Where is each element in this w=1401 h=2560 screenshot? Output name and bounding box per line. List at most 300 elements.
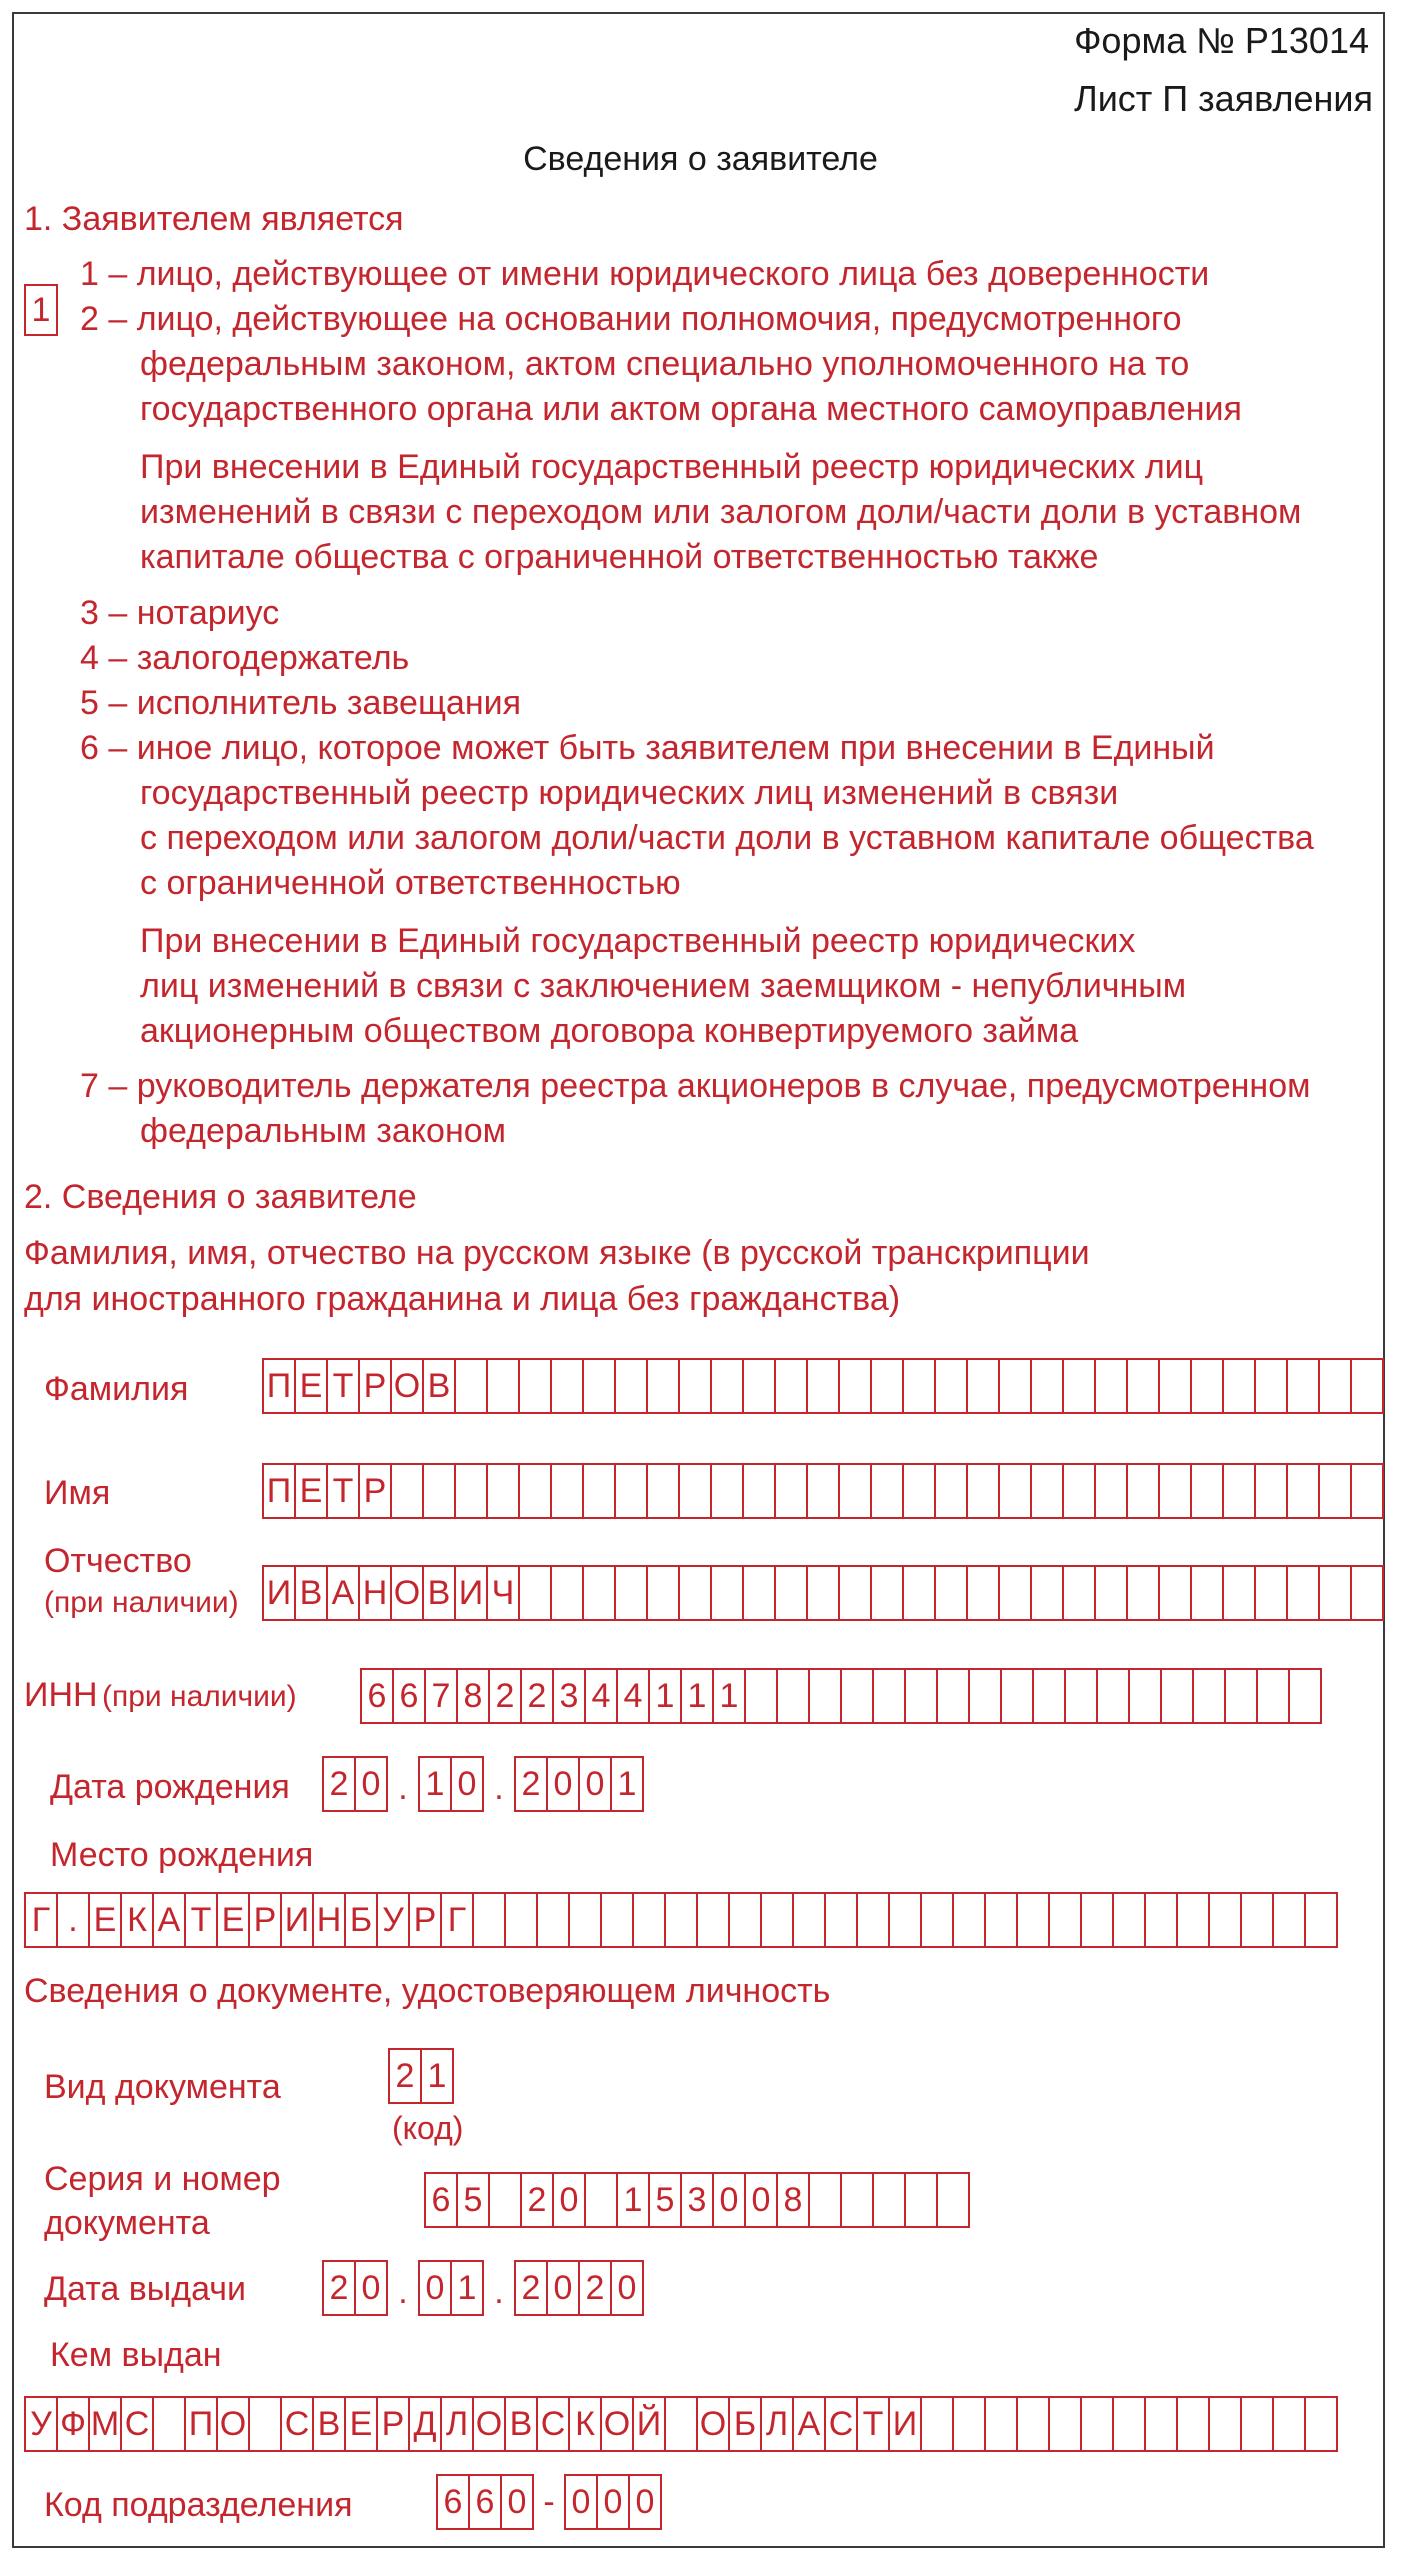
- char-cell[interactable]: П: [262, 1463, 296, 1519]
- char-cell[interactable]: [872, 1668, 906, 1724]
- char-cell[interactable]: [1112, 2396, 1146, 2452]
- char-cell[interactable]: [934, 1463, 968, 1519]
- char-cell[interactable]: [1016, 1892, 1050, 1948]
- char-cell[interactable]: [1030, 1463, 1064, 1519]
- char-cell[interactable]: [888, 1892, 922, 1948]
- char-cell[interactable]: [550, 1565, 584, 1621]
- char-cell[interactable]: 8: [456, 1668, 490, 1724]
- char-cell[interactable]: [870, 1463, 904, 1519]
- char-cell[interactable]: [1222, 1463, 1256, 1519]
- char-cell[interactable]: О: [696, 2396, 730, 2452]
- char-cell[interactable]: О: [600, 2396, 634, 2452]
- char-cell[interactable]: [1158, 1358, 1192, 1414]
- char-cell[interactable]: 2: [514, 2260, 548, 2316]
- char-cell[interactable]: 2: [578, 2260, 612, 2316]
- char-cell[interactable]: [678, 1463, 712, 1519]
- char-cell[interactable]: В: [312, 2396, 346, 2452]
- char-cell[interactable]: [870, 1358, 904, 1414]
- char-cell[interactable]: И: [262, 1565, 296, 1621]
- char-cell[interactable]: [856, 1892, 890, 1948]
- char-cell[interactable]: [614, 1358, 648, 1414]
- char-cell[interactable]: [774, 1358, 808, 1414]
- char-cell[interactable]: [504, 1892, 538, 1948]
- char-cell[interactable]: А: [792, 2396, 826, 2452]
- char-cell[interactable]: Г: [440, 1892, 474, 1948]
- issued-by-label: Кем выдан: [50, 2336, 222, 2374]
- char-cell[interactable]: 0: [354, 2260, 388, 2316]
- char-cell[interactable]: О: [390, 1565, 424, 1621]
- char-cell[interactable]: [1176, 2396, 1210, 2452]
- char-cell[interactable]: В: [422, 1358, 456, 1414]
- char-cell[interactable]: 6: [424, 2172, 458, 2228]
- char-cell[interactable]: [1192, 1668, 1226, 1724]
- char-cell[interactable]: [1048, 1892, 1082, 1948]
- char-cell[interactable]: [584, 2172, 618, 2228]
- char-cell[interactable]: [808, 1668, 842, 1724]
- patronymic-boxes[interactable]: [262, 1565, 1384, 1621]
- char-cell[interactable]: [614, 1565, 648, 1621]
- char-cell[interactable]: [710, 1463, 744, 1519]
- option-5: 5 – исполнитель завещания: [80, 684, 522, 722]
- issue-day[interactable]: [322, 2260, 388, 2316]
- char-cell[interactable]: [998, 1565, 1032, 1621]
- char-cell[interactable]: [1128, 1668, 1162, 1724]
- char-cell[interactable]: [1318, 1358, 1352, 1414]
- char-cell[interactable]: [1254, 1358, 1288, 1414]
- char-cell[interactable]: 0: [564, 2474, 598, 2530]
- section2-heading: 2. Сведения о заявителе: [24, 1178, 417, 1216]
- char-cell[interactable]: [518, 1463, 552, 1519]
- char-cell[interactable]: Ф: [56, 2396, 90, 2452]
- char-cell[interactable]: Т: [326, 1463, 360, 1519]
- char-cell[interactable]: Т: [856, 2396, 890, 2452]
- char-cell[interactable]: [902, 1565, 936, 1621]
- char-cell[interactable]: 0: [744, 2172, 778, 2228]
- surname-label: Фамилия: [44, 1370, 189, 1408]
- char-cell[interactable]: [760, 1892, 794, 1948]
- char-cell[interactable]: [248, 2396, 282, 2452]
- doc-type-boxes[interactable]: [388, 2048, 454, 2104]
- char-cell[interactable]: 0: [418, 2260, 452, 2316]
- char-cell[interactable]: [1288, 1668, 1322, 1724]
- char-cell[interactable]: С: [120, 2396, 154, 2452]
- char-cell[interactable]: У: [376, 1892, 410, 1948]
- char-cell[interactable]: [920, 1892, 954, 1948]
- char-cell[interactable]: 3: [680, 2172, 714, 2228]
- char-cell[interactable]: [1286, 1358, 1320, 1414]
- series-number-boxes[interactable]: [424, 2172, 970, 2228]
- char-cell[interactable]: [1304, 2396, 1338, 2452]
- char-cell[interactable]: [696, 1892, 730, 1948]
- char-cell[interactable]: [840, 1668, 874, 1724]
- issued-by-boxes[interactable]: [24, 2396, 1338, 2452]
- char-cell[interactable]: [1190, 1463, 1224, 1519]
- char-cell[interactable]: [472, 1892, 506, 1948]
- inn-boxes[interactable]: [360, 1668, 1322, 1724]
- char-cell[interactable]: [968, 1668, 1002, 1724]
- char-cell[interactable]: О: [216, 2396, 250, 2452]
- char-cell[interactable]: [1176, 1892, 1210, 1948]
- char-cell[interactable]: [632, 1892, 666, 1948]
- char-cell[interactable]: Н: [312, 1892, 346, 1948]
- page-title: Сведения о заявителе: [523, 140, 878, 178]
- char-cell[interactable]: [1160, 1668, 1194, 1724]
- char-cell[interactable]: 6: [468, 2474, 502, 2530]
- char-cell[interactable]: [1030, 1565, 1064, 1621]
- char-cell[interactable]: [646, 1358, 680, 1414]
- char-cell[interactable]: В: [422, 1565, 456, 1621]
- char-cell[interactable]: [518, 1565, 552, 1621]
- char-cell[interactable]: 1: [610, 1756, 644, 1812]
- char-cell[interactable]: 7: [424, 1668, 458, 1724]
- char-cell[interactable]: [1126, 1565, 1160, 1621]
- char-cell[interactable]: [1094, 1565, 1128, 1621]
- char-cell[interactable]: [1062, 1463, 1096, 1519]
- char-cell[interactable]: 2: [322, 2260, 356, 2316]
- char-cell[interactable]: Ч: [486, 1565, 520, 1621]
- char-cell[interactable]: [1032, 1668, 1066, 1724]
- char-cell[interactable]: Е: [88, 1892, 122, 1948]
- char-cell[interactable]: [742, 1358, 776, 1414]
- char-cell[interactable]: [600, 1892, 634, 1948]
- char-cell[interactable]: 2: [514, 1756, 548, 1812]
- char-cell[interactable]: 8: [776, 2172, 810, 2228]
- char-cell[interactable]: [1064, 1668, 1098, 1724]
- char-cell[interactable]: Р: [408, 1892, 442, 1948]
- applicant-type-box[interactable]: [24, 284, 58, 336]
- birth-month[interactable]: [418, 1756, 484, 1812]
- char-cell[interactable]: 4: [584, 1668, 618, 1724]
- birth-date-label: Дата рождения: [50, 1768, 290, 1806]
- char-cell[interactable]: 2: [520, 2172, 554, 2228]
- char-cell[interactable]: Т: [326, 1358, 360, 1414]
- char-cell[interactable]: Б: [728, 2396, 762, 2452]
- char-cell[interactable]: С: [280, 2396, 314, 2452]
- char-cell[interactable]: 5: [456, 2172, 490, 2228]
- char-cell[interactable]: [838, 1463, 872, 1519]
- char-cell[interactable]: [1318, 1565, 1352, 1621]
- char-cell[interactable]: А: [326, 1565, 360, 1621]
- surname-boxes[interactable]: [262, 1358, 1384, 1414]
- char-cell[interactable]: [678, 1358, 712, 1414]
- char-cell[interactable]: 0: [552, 2172, 586, 2228]
- char-cell[interactable]: [486, 1358, 520, 1414]
- char-cell[interactable]: С: [536, 2396, 570, 2452]
- char-cell[interactable]: [454, 1358, 488, 1414]
- char-cell[interactable]: [1030, 1358, 1064, 1414]
- option-4: 4 – залогодержатель: [80, 639, 410, 677]
- char-cell[interactable]: [1158, 1565, 1192, 1621]
- char-cell[interactable]: [1222, 1565, 1256, 1621]
- char-cell[interactable]: [744, 1668, 778, 1724]
- char-cell[interactable]: 1: [648, 1668, 682, 1724]
- note-1-line-2: изменений в связи с переходом или залогом доли/части доли в уставном: [140, 493, 1302, 531]
- char-cell[interactable]: [582, 1463, 616, 1519]
- char-cell[interactable]: [536, 1892, 570, 1948]
- char-cell[interactable]: [870, 1565, 904, 1621]
- id-doc-caption: Сведения о документе, удостоверяющем личность: [24, 1972, 831, 2010]
- char-cell[interactable]: [1158, 1463, 1192, 1519]
- char-cell[interactable]: [998, 1463, 1032, 1519]
- char-cell[interactable]: Е: [294, 1463, 328, 1519]
- char-cell[interactable]: [1318, 1463, 1352, 1519]
- char-cell[interactable]: [1048, 2396, 1082, 2452]
- char-cell[interactable]: [550, 1463, 584, 1519]
- note-2-line-2: лиц изменений в связи с заключением заемщиком - непубличным: [140, 967, 1187, 1005]
- char-cell[interactable]: [568, 1892, 602, 1948]
- char-cell[interactable]: [904, 1668, 938, 1724]
- char-cell[interactable]: [806, 1565, 840, 1621]
- char-cell[interactable]: А: [152, 1892, 186, 1948]
- birth-place-boxes[interactable]: [24, 1892, 1338, 1948]
- char-cell[interactable]: Е: [216, 1892, 250, 1948]
- char-cell[interactable]: [582, 1358, 616, 1414]
- patronymic-label: Отчество: [44, 1542, 192, 1580]
- char-cell[interactable]: Г: [24, 1892, 58, 1948]
- char-cell[interactable]: [1096, 1668, 1130, 1724]
- char-cell[interactable]: [840, 2172, 874, 2228]
- char-cell[interactable]: [454, 1463, 488, 1519]
- char-cell[interactable]: 6: [436, 2474, 470, 2530]
- char-cell[interactable]: 2: [520, 1668, 554, 1724]
- char-cell[interactable]: [1126, 1463, 1160, 1519]
- char-cell[interactable]: Р: [376, 2396, 410, 2452]
- char-cell[interactable]: П: [184, 2396, 218, 2452]
- division-code-part2[interactable]: [564, 2474, 662, 2530]
- char-cell[interactable]: О: [472, 2396, 506, 2452]
- char-cell[interactable]: 1: [450, 2260, 484, 2316]
- char-cell[interactable]: [710, 1565, 744, 1621]
- char-cell[interactable]: [1350, 1565, 1384, 1621]
- doc-type-code-caption: (код): [392, 2110, 464, 2146]
- char-cell[interactable]: Р: [358, 1358, 392, 1414]
- char-cell[interactable]: [488, 2172, 522, 2228]
- char-cell[interactable]: [920, 2396, 954, 2452]
- char-cell[interactable]: И: [280, 1892, 314, 1948]
- char-cell[interactable]: 6: [392, 1668, 426, 1724]
- char-cell[interactable]: [742, 1463, 776, 1519]
- char-cell[interactable]: К: [568, 2396, 602, 2452]
- char-cell[interactable]: [952, 2396, 986, 2452]
- char-cell[interactable]: [152, 2396, 186, 2452]
- char-cell[interactable]: [614, 1463, 648, 1519]
- char-cell[interactable]: С: [824, 2396, 858, 2452]
- char-cell[interactable]: Б: [344, 1892, 378, 1948]
- char-cell[interactable]: О: [390, 1358, 424, 1414]
- option-7-line-1: 7 – руководитель держателя реестра акционеров в случае, предусмотренном: [80, 1067, 1311, 1105]
- char-cell[interactable]: [1240, 2396, 1274, 2452]
- char-cell[interactable]: [934, 1358, 968, 1414]
- char-cell[interactable]: [1286, 1565, 1320, 1621]
- char-cell[interactable]: [646, 1463, 680, 1519]
- char-cell[interactable]: [966, 1463, 1000, 1519]
- char-cell[interactable]: [904, 2172, 938, 2228]
- char-cell[interactable]: [966, 1358, 1000, 1414]
- char-cell[interactable]: 0: [500, 2474, 534, 2530]
- char-cell[interactable]: [984, 1892, 1018, 1948]
- sheet-label: Лист П заявления: [1074, 78, 1373, 119]
- issue-date-field[interactable]: [322, 2260, 644, 2316]
- char-cell[interactable]: [934, 1565, 968, 1621]
- fio-caption-line-1: Фамилия, имя, отчество на русском языке (в русской транскрипции: [24, 1234, 1090, 1272]
- char-cell[interactable]: 2: [322, 1756, 356, 1812]
- char-cell[interactable]: У: [24, 2396, 58, 2452]
- char-cell[interactable]: 5: [648, 2172, 682, 2228]
- char-cell[interactable]: Е: [344, 2396, 378, 2452]
- char-cell[interactable]: [1080, 2396, 1114, 2452]
- char-cell[interactable]: [792, 1892, 826, 1948]
- char-cell[interactable]: [1208, 1892, 1242, 1948]
- birth-day[interactable]: [322, 1756, 388, 1812]
- char-cell[interactable]: [1080, 1892, 1114, 1948]
- birth-date-field[interactable]: [322, 1756, 644, 1812]
- char-cell[interactable]: [1304, 1892, 1338, 1948]
- char-cell[interactable]: [808, 2172, 842, 2228]
- char-cell[interactable]: [1144, 2396, 1178, 2452]
- char-cell[interactable]: [1062, 1565, 1096, 1621]
- char-cell[interactable]: М: [88, 2396, 122, 2452]
- char-cell[interactable]: [936, 2172, 970, 2228]
- char-cell[interactable]: Л: [440, 2396, 474, 2452]
- char-cell[interactable]: [984, 2396, 1018, 2452]
- char-cell[interactable]: 4: [616, 1668, 650, 1724]
- char-cell[interactable]: [486, 1463, 520, 1519]
- char-cell[interactable]: [1094, 1358, 1128, 1414]
- char-cell[interactable]: [774, 1565, 808, 1621]
- char-cell[interactable]: 0: [450, 1756, 484, 1812]
- series-label-line-1: Серия и номер: [44, 2160, 281, 2198]
- char-cell[interactable]: Н: [358, 1565, 392, 1621]
- char-cell[interactable]: [872, 2172, 906, 2228]
- char-cell[interactable]: В: [504, 2396, 538, 2452]
- char-cell[interactable]: 0: [628, 2474, 662, 2530]
- char-cell[interactable]: [1126, 1358, 1160, 1414]
- name-boxes[interactable]: [262, 1463, 1384, 1519]
- issue-year[interactable]: [514, 2260, 644, 2316]
- char-cell[interactable]: [1062, 1358, 1096, 1414]
- char-cell[interactable]: [1144, 1892, 1178, 1948]
- char-cell[interactable]: [1000, 1668, 1034, 1724]
- char-cell[interactable]: [902, 1463, 936, 1519]
- char-cell[interactable]: [1254, 1565, 1288, 1621]
- char-cell[interactable]: [838, 1565, 872, 1621]
- char-cell[interactable]: [582, 1565, 616, 1621]
- char-cell[interactable]: 0: [354, 1756, 388, 1812]
- char-cell[interactable]: Е: [294, 1358, 328, 1414]
- char-cell[interactable]: И: [888, 2396, 922, 2452]
- char-cell[interactable]: [1350, 1358, 1384, 1414]
- char-cell[interactable]: [1190, 1358, 1224, 1414]
- division-code-label: Код подразделения: [44, 2486, 353, 2524]
- char-cell[interactable]: [1350, 1463, 1384, 1519]
- char-cell[interactable]: [1240, 1892, 1274, 1948]
- birth-year[interactable]: [514, 1756, 644, 1812]
- char-cell[interactable]: Й: [632, 2396, 666, 2452]
- char-cell[interactable]: 0: [546, 2260, 580, 2316]
- char-cell[interactable]: [1224, 1668, 1258, 1724]
- char-cell[interactable]: И: [454, 1565, 488, 1621]
- char-cell[interactable]: [422, 1463, 456, 1519]
- char-cell[interactable]: [664, 1892, 698, 1948]
- char-cell[interactable]: К: [120, 1892, 154, 1948]
- char-cell[interactable]: [742, 1565, 776, 1621]
- char-cell[interactable]: 0: [610, 2260, 644, 2316]
- char-cell[interactable]: 2: [488, 1668, 522, 1724]
- char-cell[interactable]: 0: [546, 1756, 580, 1812]
- char-cell[interactable]: [710, 1358, 744, 1414]
- char-cell[interactable]: [1272, 1892, 1306, 1948]
- char-cell[interactable]: .: [56, 1892, 90, 1948]
- char-cell[interactable]: [1272, 2396, 1306, 2452]
- char-cell[interactable]: [952, 1892, 986, 1948]
- char-cell[interactable]: [902, 1358, 936, 1414]
- char-cell[interactable]: [678, 1565, 712, 1621]
- option-3: 3 – нотариус: [80, 594, 280, 632]
- char-cell[interactable]: Р: [248, 1892, 282, 1948]
- char-cell[interactable]: Л: [760, 2396, 794, 2452]
- char-cell[interactable]: [518, 1358, 552, 1414]
- option-2-line-3: государственного органа или актом органа местного самоуправления: [140, 390, 1242, 428]
- char-cell[interactable]: [1208, 2396, 1242, 2452]
- char-cell[interactable]: [824, 1892, 858, 1948]
- char-cell[interactable]: [1112, 1892, 1146, 1948]
- char-cell[interactable]: 3: [552, 1668, 586, 1724]
- char-cell[interactable]: [550, 1358, 584, 1414]
- char-cell[interactable]: [806, 1463, 840, 1519]
- char-cell[interactable]: [1286, 1463, 1320, 1519]
- char-cell[interactable]: [1016, 2396, 1050, 2452]
- char-cell[interactable]: [664, 2396, 698, 2452]
- char-cell[interactable]: П: [262, 1358, 296, 1414]
- option-7-line-2: федеральным законом: [140, 1112, 507, 1150]
- section1-heading: 1. Заявителем является: [24, 200, 404, 238]
- char-cell[interactable]: [728, 1892, 762, 1948]
- issue-month[interactable]: [418, 2260, 484, 2316]
- char-cell[interactable]: [1222, 1358, 1256, 1414]
- char-cell[interactable]: 1: [616, 2172, 650, 2228]
- char-cell[interactable]: 1: [418, 1756, 452, 1812]
- char-cell[interactable]: [774, 1463, 808, 1519]
- char-cell[interactable]: [776, 1668, 810, 1724]
- applicant-type-cell[interactable]: 1: [24, 284, 58, 336]
- char-cell[interactable]: [966, 1565, 1000, 1621]
- char-cell[interactable]: [806, 1358, 840, 1414]
- char-cell[interactable]: 1: [420, 2048, 454, 2104]
- char-cell[interactable]: Д: [408, 2396, 442, 2452]
- char-cell[interactable]: 6: [360, 1668, 394, 1724]
- char-cell[interactable]: [998, 1358, 1032, 1414]
- char-cell[interactable]: 0: [712, 2172, 746, 2228]
- division-code-field[interactable]: [436, 2474, 662, 2530]
- division-code-part1[interactable]: [436, 2474, 534, 2530]
- char-cell[interactable]: 0: [578, 1756, 612, 1812]
- char-cell[interactable]: [838, 1358, 872, 1414]
- char-cell[interactable]: 0: [596, 2474, 630, 2530]
- char-cell[interactable]: [1094, 1463, 1128, 1519]
- char-cell[interactable]: В: [294, 1565, 328, 1621]
- char-cell[interactable]: [1254, 1463, 1288, 1519]
- char-cell[interactable]: [1190, 1565, 1224, 1621]
- char-cell[interactable]: [390, 1463, 424, 1519]
- char-cell[interactable]: [1256, 1668, 1290, 1724]
- char-cell[interactable]: 1: [712, 1668, 746, 1724]
- char-cell[interactable]: 1: [680, 1668, 714, 1724]
- char-cell[interactable]: 2: [388, 2048, 422, 2104]
- char-cell[interactable]: [936, 1668, 970, 1724]
- char-cell[interactable]: Р: [358, 1463, 392, 1519]
- char-cell[interactable]: [646, 1565, 680, 1621]
- char-cell[interactable]: Т: [184, 1892, 218, 1948]
